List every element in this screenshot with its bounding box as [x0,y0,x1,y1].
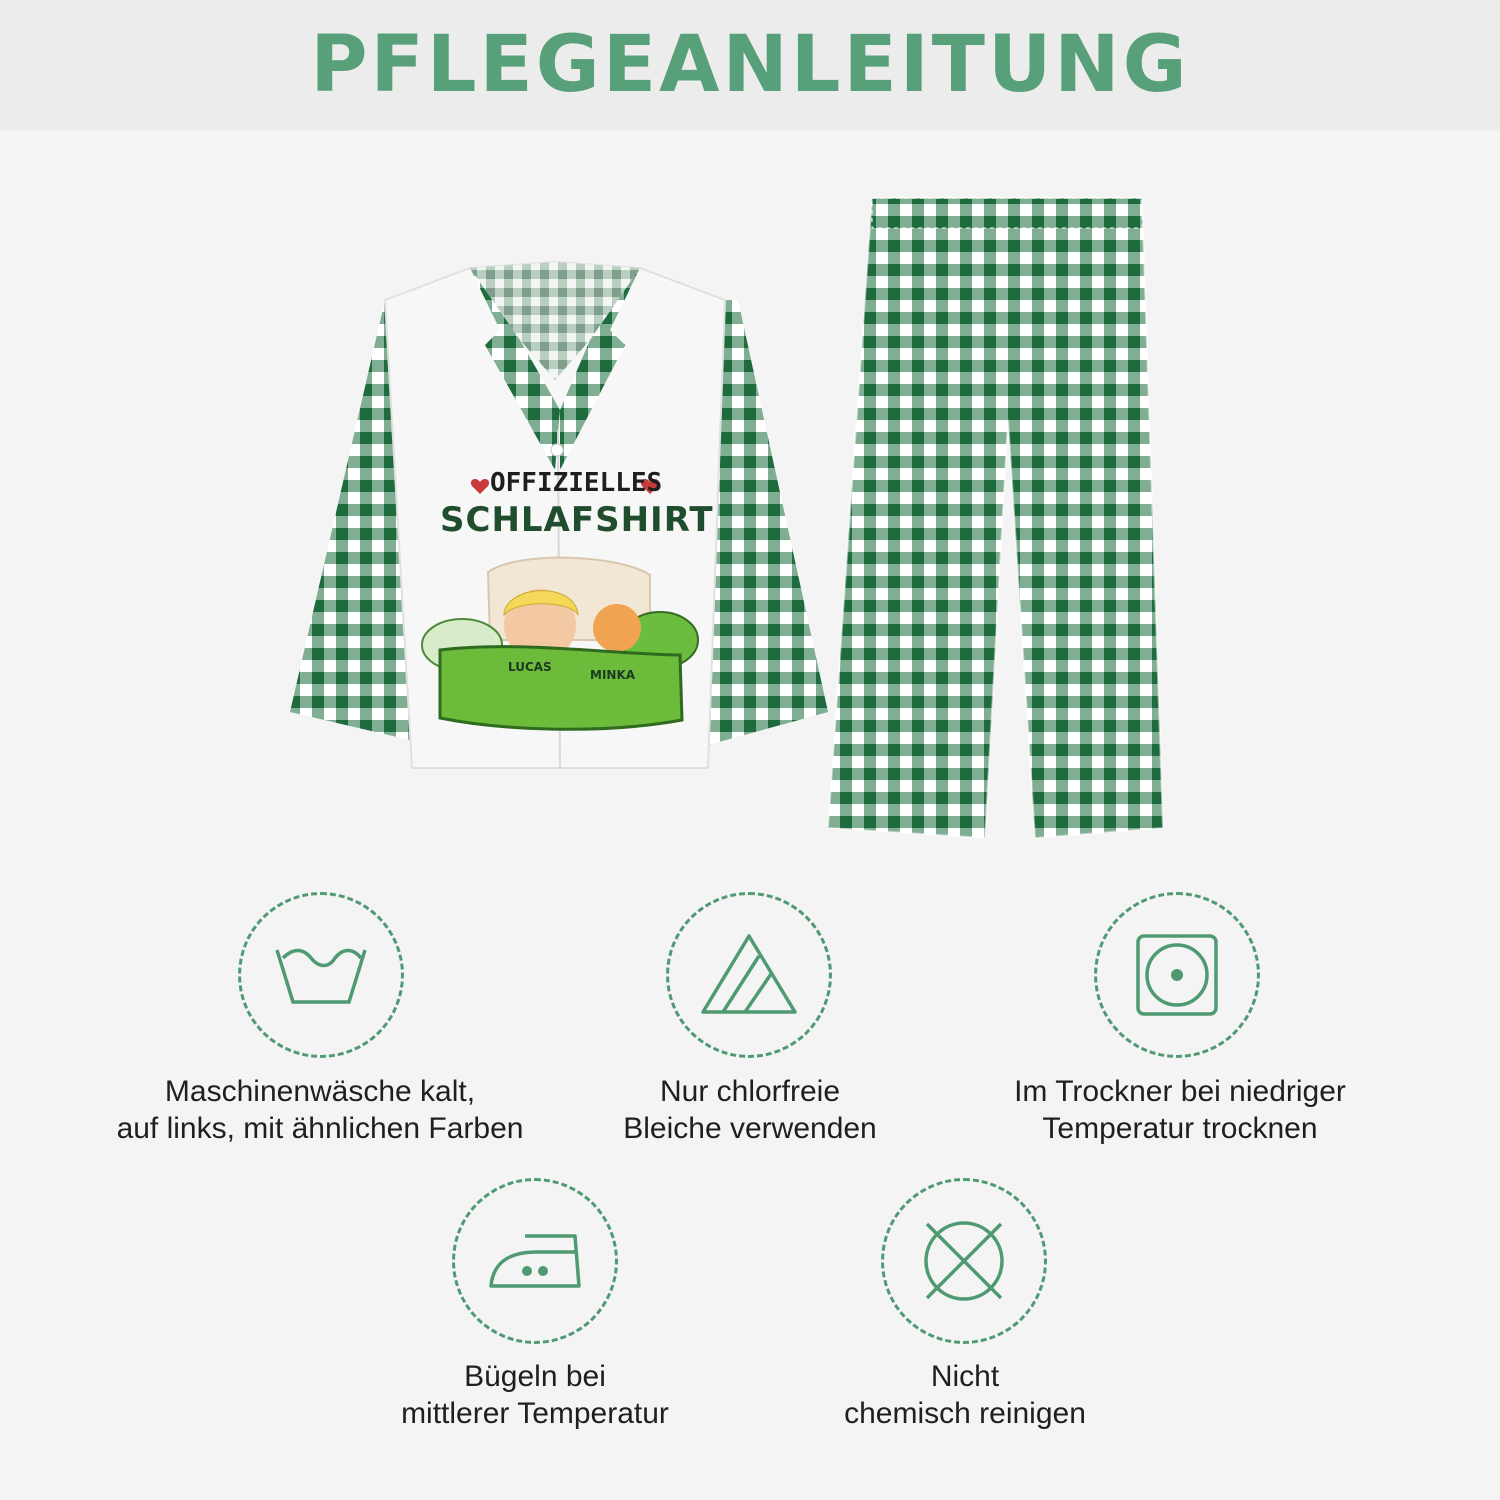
care-label-dryclean: Nicht chemisch reinigen [844,1360,1086,1430]
care-icon-circle-dryclean [881,1178,1047,1344]
name-tag-right: MINKA [590,668,636,682]
shirt-print-line1: OFFIZIELLES [490,468,663,498]
care-label-dry: Im Trockner bei niedriger Temperatur trocknen [1014,1075,1346,1145]
tumble-dry-icon [1134,932,1220,1018]
care-label-wash: Maschinenwäsche kalt, auf links, mit ähnlichen Farben [116,1075,524,1145]
care-label-iron: Bügeln bei mittlerer Temperatur [401,1360,669,1430]
no-dry-clean-icon [917,1214,1011,1308]
wash-tub-icon [271,940,371,1010]
bleach-triangle-icon [699,930,799,1020]
page-title: PFLEGEANLEITUNG [310,20,1190,110]
care-icon-circle-wash [238,892,404,1058]
care-label-bleach: Nur chlorfreie Bleiche verwenden [623,1075,877,1145]
care-icon-circle-bleach [666,892,832,1058]
care-icon-circle-iron [452,1178,618,1344]
shirt-print-line2: SCHLAFSHIRT [440,500,714,540]
pajama-pants [828,198,1163,838]
iron-icon [485,1226,585,1296]
care-icon-circle-dry [1094,892,1260,1058]
name-tag-left: LUCAS [508,660,552,674]
